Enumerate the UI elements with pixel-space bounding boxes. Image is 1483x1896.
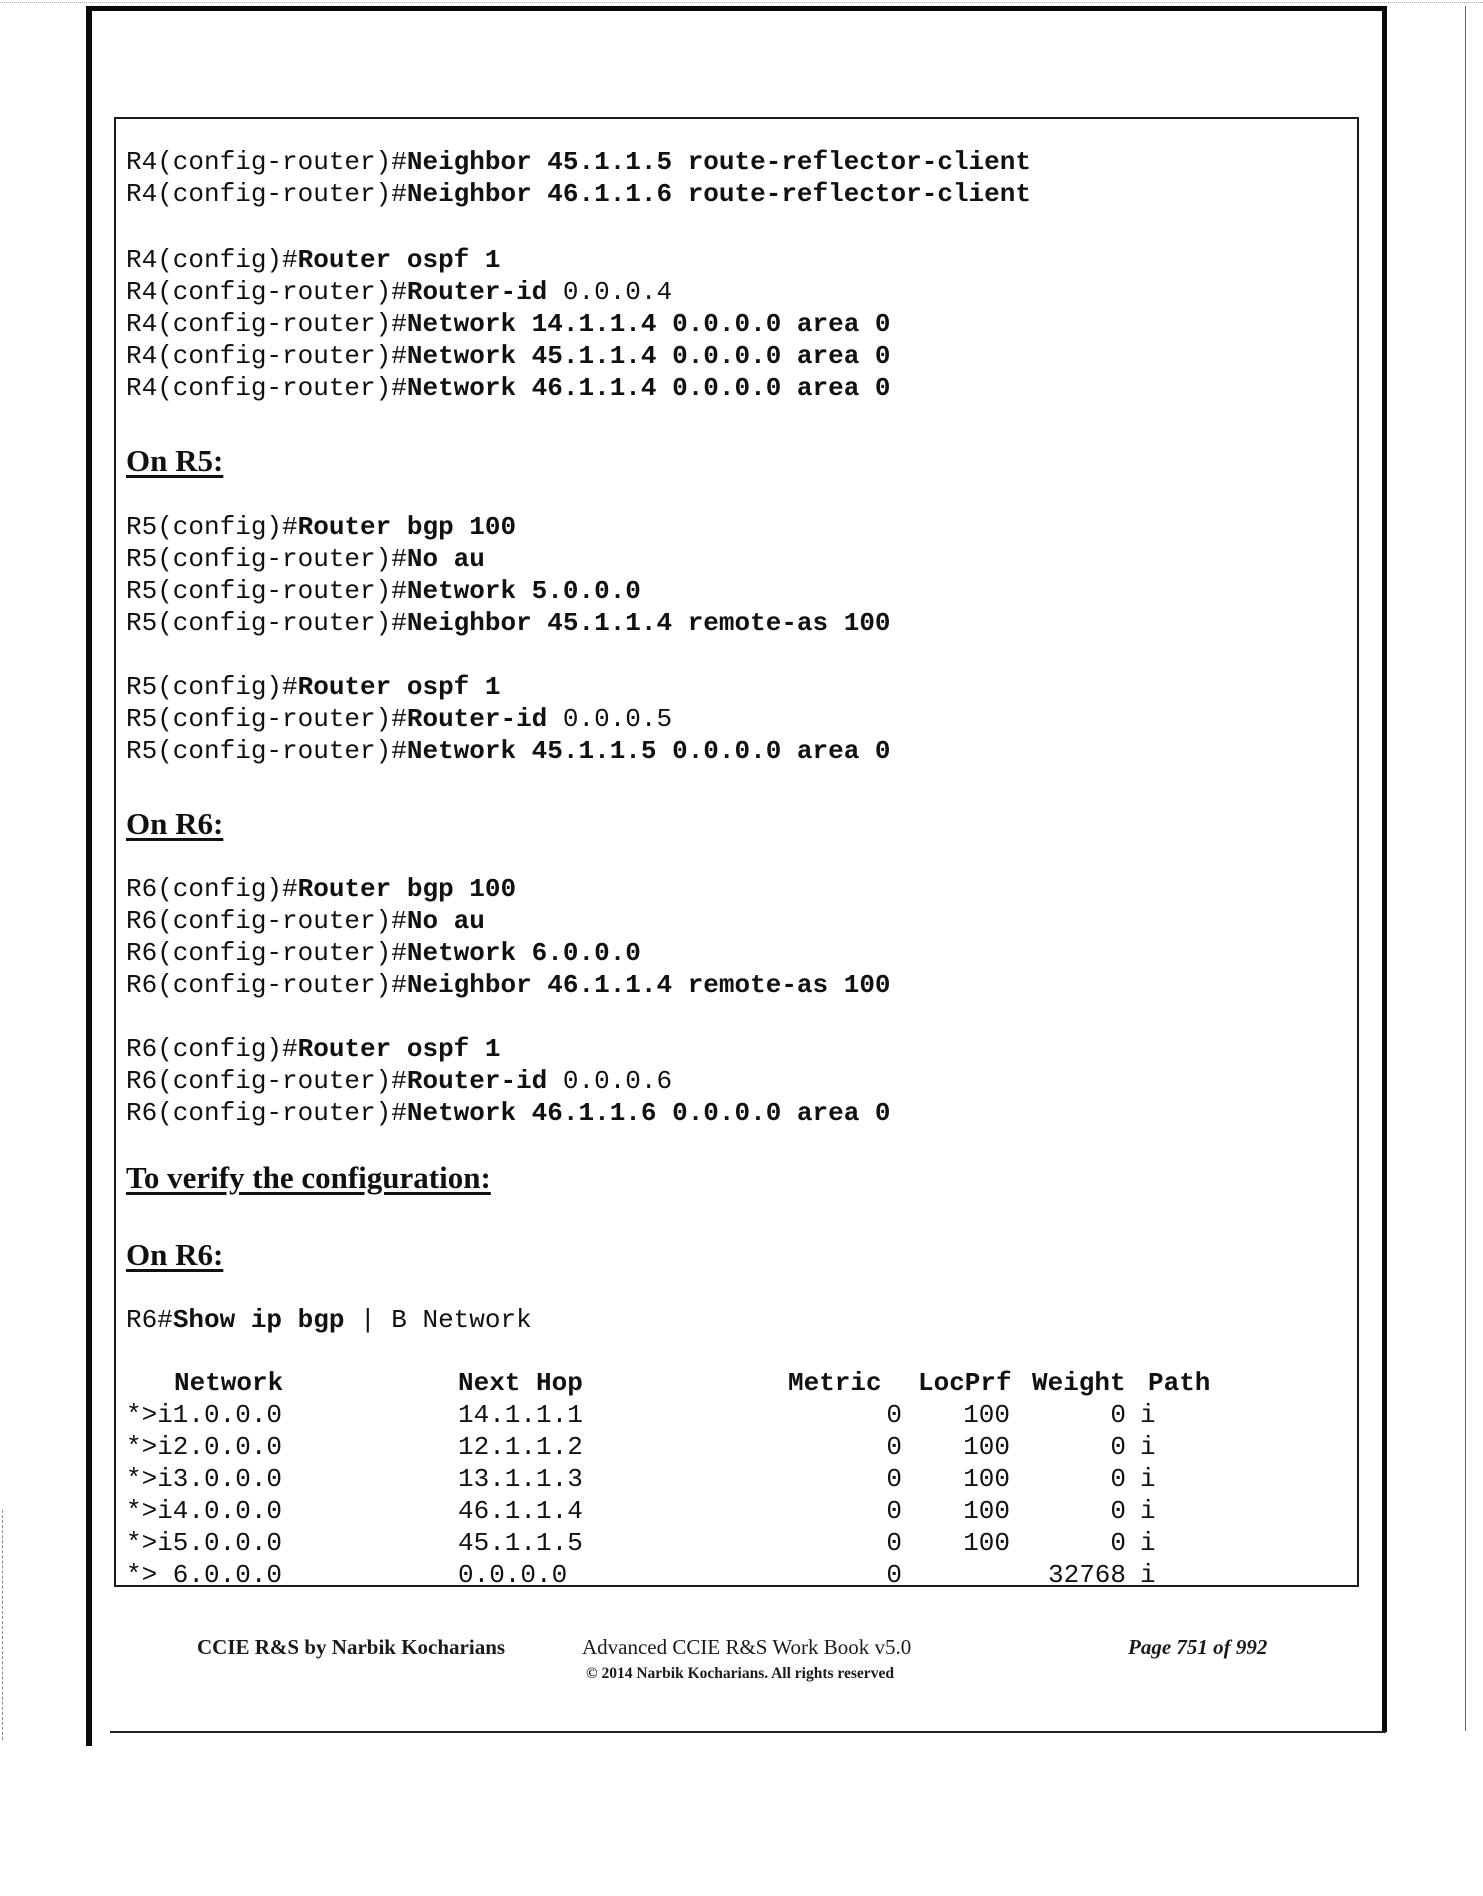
header-metric: Metric	[788, 1368, 882, 1398]
header-path: Path	[1148, 1368, 1211, 1398]
footer-copyright: © 2014 Narbik Kocharians. All rights reserved	[586, 1665, 894, 1682]
prompt: R6(config-router)#	[126, 1066, 407, 1096]
cell-metric: 0	[886, 1560, 902, 1590]
prompt: R6(config-router)#	[126, 1098, 407, 1128]
cell-locprf: 100	[963, 1464, 1010, 1494]
config-line	[126, 704, 1346, 734]
config-line	[126, 512, 1346, 542]
config-line	[126, 1034, 1346, 1064]
cell-network: *>i2.0.0.0	[126, 1432, 283, 1462]
command: Router-id	[406, 704, 548, 734]
cell-network: *>i5.0.0.0	[126, 1528, 283, 1558]
prompt: R4(config-router)#	[126, 373, 407, 403]
command: Router ospf 1	[297, 672, 501, 702]
command: No au	[406, 906, 485, 936]
command: Router bgp 100	[297, 874, 517, 904]
command: Router ospf 1	[297, 245, 501, 275]
command: Router bgp 100	[297, 512, 517, 542]
prompt: R5(config)#	[126, 672, 298, 702]
prompt: R5(config)#	[126, 512, 298, 542]
cell-locprf: 100	[963, 1432, 1010, 1462]
cell-network: *>i4.0.0.0	[126, 1496, 283, 1526]
bgp-table-row	[126, 1560, 1346, 1590]
cell-network: *>i3.0.0.0	[126, 1464, 283, 1494]
command: Network 46.1.1.6 0.0.0.0 area 0	[406, 1098, 891, 1128]
cell-next-hop: 0.0.0.0	[458, 1560, 568, 1590]
command: Router-id	[406, 1066, 548, 1096]
argument: 0.0.0.6	[547, 1066, 673, 1096]
prompt: R6(config-router)#	[126, 970, 407, 1000]
prompt: R5(config-router)#	[126, 576, 407, 606]
config-line	[126, 970, 1346, 1000]
config-line	[126, 373, 1346, 403]
prompt: R6(config-router)#	[126, 938, 407, 968]
scan-edge-right	[1465, 6, 1466, 1731]
command: No au	[406, 544, 485, 574]
bgp-table-row	[126, 1400, 1346, 1430]
prompt: R4(config-router)#	[126, 309, 407, 339]
cell-network: *>i1.0.0.0	[126, 1400, 283, 1430]
section-heading-r6: On R6:	[126, 806, 224, 841]
prompt: R6#	[126, 1305, 173, 1335]
page-border-top	[86, 6, 1386, 11]
config-line	[126, 906, 1346, 936]
command: Neighbor 45.1.1.5 route-reflector-client	[406, 147, 1031, 177]
section-heading-r5: On R5:	[126, 443, 224, 478]
config-line	[126, 672, 1346, 702]
cell-metric: 0	[886, 1400, 902, 1430]
page-border-right	[1382, 6, 1387, 1732]
prompt: R6(config)#	[126, 1034, 298, 1064]
header-locprf: LocPrf	[918, 1368, 1012, 1398]
footer-page-number: Page 751 of 992	[1128, 1635, 1268, 1659]
cell-locprf: 100	[963, 1400, 1010, 1430]
header-weight: Weight	[1032, 1368, 1126, 1398]
prompt: R4(config)#	[126, 245, 298, 275]
command: Network 45.1.1.5 0.0.0.0 area 0	[406, 736, 891, 766]
prompt: R4(config-router)#	[126, 341, 407, 371]
section-heading-r6-verify: On R6:	[126, 1237, 224, 1272]
command: Network 6.0.0.0	[406, 938, 641, 968]
prompt: R5(config-router)#	[126, 704, 407, 734]
bgp-table-row	[126, 1528, 1346, 1558]
bgp-table-row	[126, 1496, 1346, 1526]
header-next-hop: Next Hop	[458, 1368, 583, 1398]
footer-rule	[110, 1731, 1386, 1733]
cell-weight: 0	[1110, 1432, 1126, 1462]
bgp-table-row	[126, 1432, 1346, 1462]
cell-path: i	[1140, 1432, 1156, 1462]
command: Network 46.1.1.4 0.0.0.0 area 0	[406, 373, 891, 403]
prompt: R4(config-router)#	[126, 179, 407, 209]
scan-edge-left	[2, 1510, 4, 1740]
command: Neighbor 45.1.1.4 remote-as 100	[406, 608, 891, 638]
cell-path: i	[1140, 1400, 1156, 1430]
footer-author: CCIE R&S by Narbik Kocharians	[197, 1635, 506, 1659]
command: Show ip bgp	[172, 1305, 345, 1335]
config-line	[126, 245, 1346, 275]
command: Neighbor 46.1.1.4 remote-as 100	[406, 970, 891, 1000]
config-line	[126, 309, 1346, 339]
config-line	[126, 544, 1346, 574]
cell-weight: 0	[1110, 1496, 1126, 1526]
command: Router-id	[406, 277, 548, 307]
command: Network 45.1.1.4 0.0.0.0 area 0	[406, 341, 891, 371]
cell-next-hop: 45.1.1.5	[458, 1528, 583, 1558]
verify-command-line	[126, 1305, 1346, 1335]
argument: 0.0.0.4	[547, 277, 673, 307]
cell-locprf: 100	[963, 1528, 1010, 1558]
cell-path: i	[1140, 1560, 1156, 1590]
config-line	[126, 147, 1346, 177]
cell-metric: 0	[886, 1432, 902, 1462]
bgp-table-header	[126, 1368, 1346, 1398]
config-line	[126, 576, 1346, 606]
argument: 0.0.0.5	[547, 704, 673, 734]
argument: | B Network	[344, 1305, 532, 1335]
config-line	[126, 608, 1346, 638]
cell-path: i	[1140, 1496, 1156, 1526]
config-line	[126, 736, 1346, 766]
cell-locprf: 100	[963, 1496, 1010, 1526]
config-line	[126, 341, 1346, 371]
prompt: R5(config-router)#	[126, 608, 407, 638]
prompt: R5(config-router)#	[126, 736, 407, 766]
bgp-table-row	[126, 1464, 1346, 1494]
command: Router ospf 1	[297, 1034, 501, 1064]
cell-path: i	[1140, 1528, 1156, 1558]
cell-weight: 0	[1110, 1400, 1126, 1430]
cell-next-hop: 12.1.1.2	[458, 1432, 583, 1462]
page-border-left	[86, 6, 92, 1746]
config-line	[126, 874, 1346, 904]
cell-next-hop: 13.1.1.3	[458, 1464, 583, 1494]
command: Network 5.0.0.0	[406, 576, 641, 606]
section-heading-verify: To verify the configuration:	[126, 1160, 491, 1195]
config-line	[126, 1098, 1346, 1128]
prompt: R4(config-router)#	[126, 277, 407, 307]
config-line	[126, 1066, 1346, 1096]
header-network: Network	[174, 1368, 284, 1398]
cell-next-hop: 46.1.1.4	[458, 1496, 583, 1526]
cell-weight: 0	[1110, 1464, 1126, 1494]
cell-network: *> 6.0.0.0	[126, 1560, 283, 1590]
cell-next-hop: 14.1.1.1	[458, 1400, 583, 1430]
cell-locprf	[918, 1560, 1010, 1590]
prompt: R6(config)#	[126, 874, 298, 904]
cell-metric: 0	[886, 1496, 902, 1526]
prompt: R6(config-router)#	[126, 906, 407, 936]
config-line	[126, 179, 1346, 209]
command: Network 14.1.1.4 0.0.0.0 area 0	[406, 309, 891, 339]
cell-metric: 0	[886, 1528, 902, 1558]
cell-metric: 0	[886, 1464, 902, 1494]
cell-path: i	[1140, 1464, 1156, 1494]
config-line	[126, 938, 1346, 968]
command: Neighbor 46.1.1.6 route-reflector-client	[406, 179, 1031, 209]
prompt: R5(config-router)#	[126, 544, 407, 574]
cell-weight: 32768	[1047, 1560, 1126, 1590]
scan-edge	[0, 2, 1483, 4]
config-line	[126, 277, 1346, 307]
prompt: R4(config-router)#	[126, 147, 407, 177]
cell-weight: 0	[1110, 1528, 1126, 1558]
footer-book-title: Advanced CCIE R&S Work Book v5.0	[582, 1635, 912, 1659]
